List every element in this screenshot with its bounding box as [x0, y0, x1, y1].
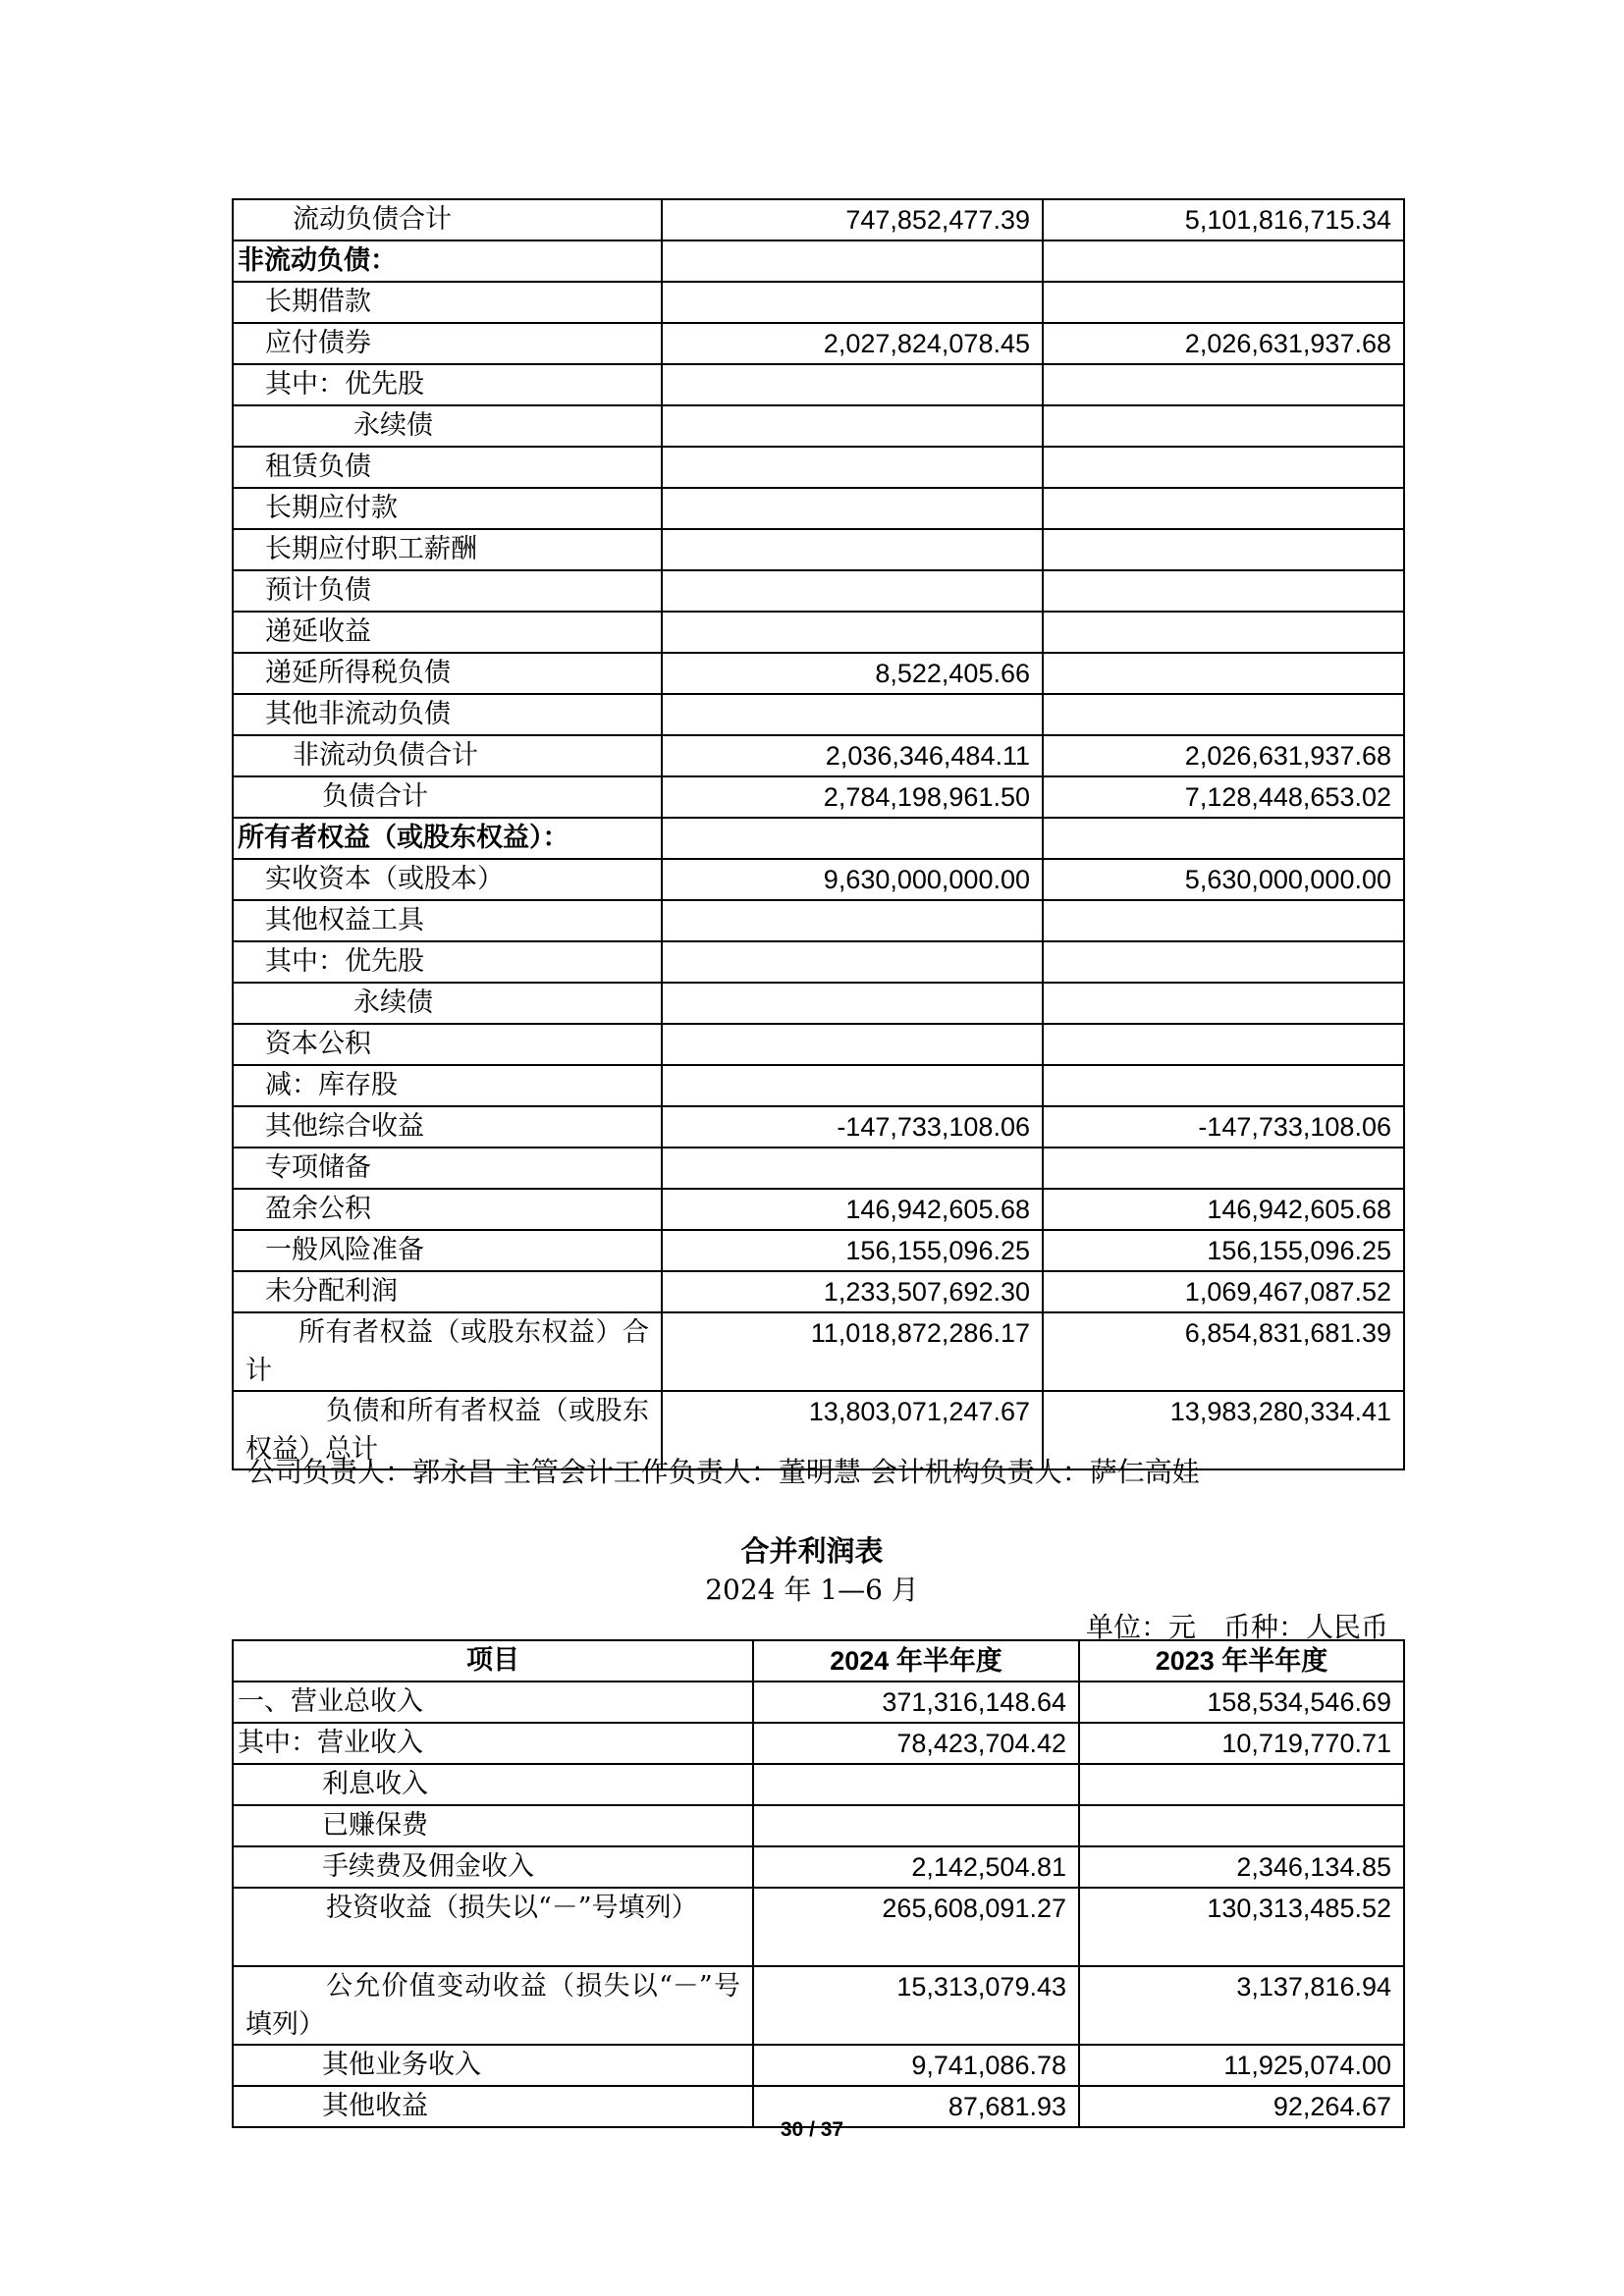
- row-label: 其中：营业收入: [233, 1723, 753, 1764]
- value-2023: 2,346,134.85: [1079, 1846, 1404, 1888]
- table-row: [233, 1888, 1404, 1966]
- header-2024: 2024 年半年度: [753, 1640, 1079, 1682]
- table-row: [233, 1065, 1404, 1106]
- table-row: [233, 570, 1404, 612]
- table-row: [233, 1106, 1404, 1148]
- value-2024: [662, 1024, 1043, 1065]
- value-2023: 10,719,770.71: [1079, 1723, 1404, 1764]
- table-row: [233, 364, 1404, 405]
- table-row: [233, 1723, 1404, 1764]
- value-2023: [1043, 941, 1404, 983]
- value-2024: [662, 364, 1043, 405]
- row-label: 所有者权益（或股东权益）：: [233, 818, 662, 859]
- table-row: [233, 1966, 1404, 2045]
- value-2023: [1043, 1024, 1404, 1065]
- value-2024: -147,733,108.06: [662, 1106, 1043, 1148]
- row-label: 盈余公积: [233, 1189, 662, 1230]
- value-2024: [662, 405, 1043, 447]
- table-row: [233, 653, 1404, 694]
- row-label: 利息收入: [233, 1764, 753, 1805]
- value-2024: 265,608,091.27: [753, 1888, 1079, 1966]
- value-2023: 7,128,448,653.02: [1043, 776, 1404, 818]
- row-label: 永续债: [233, 983, 662, 1024]
- table-row: [233, 818, 1404, 859]
- value-2023: [1079, 1805, 1404, 1846]
- row-label: 已赚保费: [233, 1805, 753, 1846]
- table-row: [233, 405, 1404, 447]
- value-2023: 2,026,631,937.68: [1043, 323, 1404, 364]
- row-label: 长期应付职工薪酬: [233, 529, 662, 570]
- table-row: [233, 694, 1404, 735]
- row-label: 减：库存股: [233, 1065, 662, 1106]
- value-2024: 2,784,198,961.50: [662, 776, 1043, 818]
- value-2023: [1043, 240, 1404, 282]
- value-2023: [1043, 1065, 1404, 1106]
- value-2024: [662, 818, 1043, 859]
- statement-title: 合并利润表: [740, 1534, 884, 1568]
- value-2023: [1043, 900, 1404, 941]
- table-row: [233, 1682, 1404, 1723]
- table-row: [233, 323, 1404, 364]
- row-label: 其中：优先股: [233, 364, 662, 405]
- value-2024: 9,630,000,000.00: [662, 859, 1043, 900]
- value-2024: 2,027,824,078.45: [662, 323, 1043, 364]
- statement-period: 2024 年 1—6 月: [705, 1574, 919, 1606]
- value-2023: -147,733,108.06: [1043, 1106, 1404, 1148]
- balance-sheet-body: [233, 199, 1404, 1469]
- value-2024: 156,155,096.25: [662, 1230, 1043, 1271]
- table-row: [233, 2045, 1404, 2086]
- row-label: 实收资本（或股本）: [233, 859, 662, 900]
- table-row: [233, 776, 1404, 818]
- header-row: [233, 1640, 1404, 1682]
- value-2024: 1,233,507,692.30: [662, 1271, 1043, 1312]
- row-label: 永续债: [233, 405, 662, 447]
- table-row: [233, 1024, 1404, 1065]
- value-2023: [1043, 1148, 1404, 1189]
- value-2024: 2,036,346,484.11: [662, 735, 1043, 776]
- row-label: 其他权益工具: [233, 900, 662, 941]
- table-row: [233, 983, 1404, 1024]
- row-label: 非流动负债合计: [233, 735, 662, 776]
- table-row: [233, 900, 1404, 941]
- value-2023: 1,069,467,087.52: [1043, 1271, 1404, 1312]
- value-2023: 5,630,000,000.00: [1043, 859, 1404, 900]
- row-label: 递延收益: [233, 612, 662, 653]
- value-2023: 11,925,074.00: [1079, 2045, 1404, 2086]
- value-2023: [1079, 1764, 1404, 1805]
- table-row: [233, 1189, 1404, 1230]
- value-2023: [1043, 364, 1404, 405]
- value-2024: 2,142,504.81: [753, 1846, 1079, 1888]
- value-2023: [1043, 529, 1404, 570]
- balance-sheet-table: [232, 198, 1405, 1470]
- row-label: 预计负债: [233, 570, 662, 612]
- value-2024: 15,313,079.43: [753, 1966, 1079, 2045]
- table-row: [233, 240, 1404, 282]
- value-2023: [1043, 694, 1404, 735]
- row-label: 公允价值变动收益（损失以“－”号填列）: [233, 1966, 753, 2045]
- value-2024: [662, 240, 1043, 282]
- table-row: [233, 1312, 1404, 1391]
- value-2023: 6,854,831,681.39: [1043, 1312, 1404, 1391]
- value-2024: [662, 694, 1043, 735]
- value-2024: 87,681.93: [753, 2086, 1079, 2127]
- row-label: 流动负债合计: [233, 199, 662, 240]
- row-label: 应付债券: [233, 323, 662, 364]
- value-2023: [1043, 282, 1404, 323]
- row-label: 负债合计: [233, 776, 662, 818]
- value-2024: [662, 282, 1043, 323]
- value-2023: 146,942,605.68: [1043, 1189, 1404, 1230]
- value-2024: [662, 447, 1043, 488]
- table-row: [233, 488, 1404, 529]
- value-2024: 371,316,148.64: [753, 1682, 1079, 1723]
- row-label: 其他综合收益: [233, 1106, 662, 1148]
- row-label: 长期应付款: [233, 488, 662, 529]
- header-2023: 2023 年半年度: [1079, 1640, 1404, 1682]
- table-row: [233, 1271, 1404, 1312]
- value-2024: [662, 570, 1043, 612]
- row-label: 长期借款: [233, 282, 662, 323]
- income-statement-table: [232, 1639, 1405, 2128]
- table-row: [233, 447, 1404, 488]
- page-number: 30 / 37: [780, 2118, 844, 2141]
- value-2024: [753, 1764, 1079, 1805]
- statement-unit: 单位：元 币种：人民币: [1085, 1611, 1388, 1643]
- row-label: 投资收益（损失以“－”号填列）: [233, 1888, 753, 1966]
- row-label: 手续费及佣金收入: [233, 1846, 753, 1888]
- value-2024: 78,423,704.42: [753, 1723, 1079, 1764]
- table-row: [233, 1805, 1404, 1846]
- table-row: [233, 1230, 1404, 1271]
- row-label: 资本公积: [233, 1024, 662, 1065]
- row-label: 未分配利润: [233, 1271, 662, 1312]
- row-label: 其他非流动负债: [233, 694, 662, 735]
- row-label: 租赁负债: [233, 447, 662, 488]
- table-row: [233, 1148, 1404, 1189]
- value-2024: 13,803,071,247.67: [662, 1391, 1043, 1469]
- value-2023: [1043, 983, 1404, 1024]
- value-2023: [1043, 818, 1404, 859]
- table-row: [233, 282, 1404, 323]
- value-2024: [662, 612, 1043, 653]
- row-label: 其他业务收入: [233, 2045, 753, 2086]
- value-2023: [1043, 570, 1404, 612]
- row-label: 专项储备: [233, 1148, 662, 1189]
- row-label: 负债和所有者权益（或股东权益）总计: [233, 1391, 662, 1469]
- value-2023: [1043, 653, 1404, 694]
- table-row: [233, 1846, 1404, 1888]
- table-row: [233, 1764, 1404, 1805]
- table-row: [233, 529, 1404, 570]
- table-row: [233, 199, 1404, 240]
- row-label: 其中：优先股: [233, 941, 662, 983]
- row-label: 非流动负债：: [233, 240, 662, 282]
- value-2023: 158,534,546.69: [1079, 1682, 1404, 1723]
- value-2023: [1043, 405, 1404, 447]
- table-row: [233, 735, 1404, 776]
- value-2023: 2,026,631,937.68: [1043, 735, 1404, 776]
- value-2024: 9,741,086.78: [753, 2045, 1079, 2086]
- table-row: [233, 941, 1404, 983]
- value-2023: [1043, 612, 1404, 653]
- value-2023: 3,137,816.94: [1079, 1966, 1404, 2045]
- value-2024: [753, 1805, 1079, 1846]
- value-2024: [662, 1148, 1043, 1189]
- value-2023: 5,101,816,715.34: [1043, 199, 1404, 240]
- value-2023: [1043, 488, 1404, 529]
- header-item: 项目: [233, 1640, 753, 1682]
- value-2024: [662, 983, 1043, 1024]
- value-2024: 8,522,405.66: [662, 653, 1043, 694]
- table-row: [233, 859, 1404, 900]
- row-label: 其他收益: [233, 2086, 753, 2127]
- row-label: 所有者权益（或股东权益）合计: [233, 1312, 662, 1391]
- row-label: 递延所得税负债: [233, 653, 662, 694]
- value-2024: [662, 900, 1043, 941]
- value-2024: 146,942,605.68: [662, 1189, 1043, 1230]
- value-2024: [662, 941, 1043, 983]
- value-2023: [1043, 447, 1404, 488]
- value-2023: 130,313,485.52: [1079, 1888, 1404, 1966]
- value-2023: 156,155,096.25: [1043, 1230, 1404, 1271]
- value-2024: [662, 1065, 1043, 1106]
- table-row: [233, 612, 1404, 653]
- value-2024: 747,852,477.39: [662, 199, 1043, 240]
- value-2024: [662, 488, 1043, 529]
- row-label: 一、营业总收入: [233, 1682, 753, 1723]
- value-2024: [662, 529, 1043, 570]
- value-2023: 13,983,280,334.41: [1043, 1391, 1404, 1469]
- value-2024: 11,018,872,286.17: [662, 1312, 1043, 1391]
- signature-line: 公司负责人：郭永昌 主管会计工作负责人：董明慧 会计机构负责人：萨仁高娃: [247, 1456, 1200, 1488]
- value-2023: 92,264.67: [1079, 2086, 1404, 2127]
- row-label: 一般风险准备: [233, 1230, 662, 1271]
